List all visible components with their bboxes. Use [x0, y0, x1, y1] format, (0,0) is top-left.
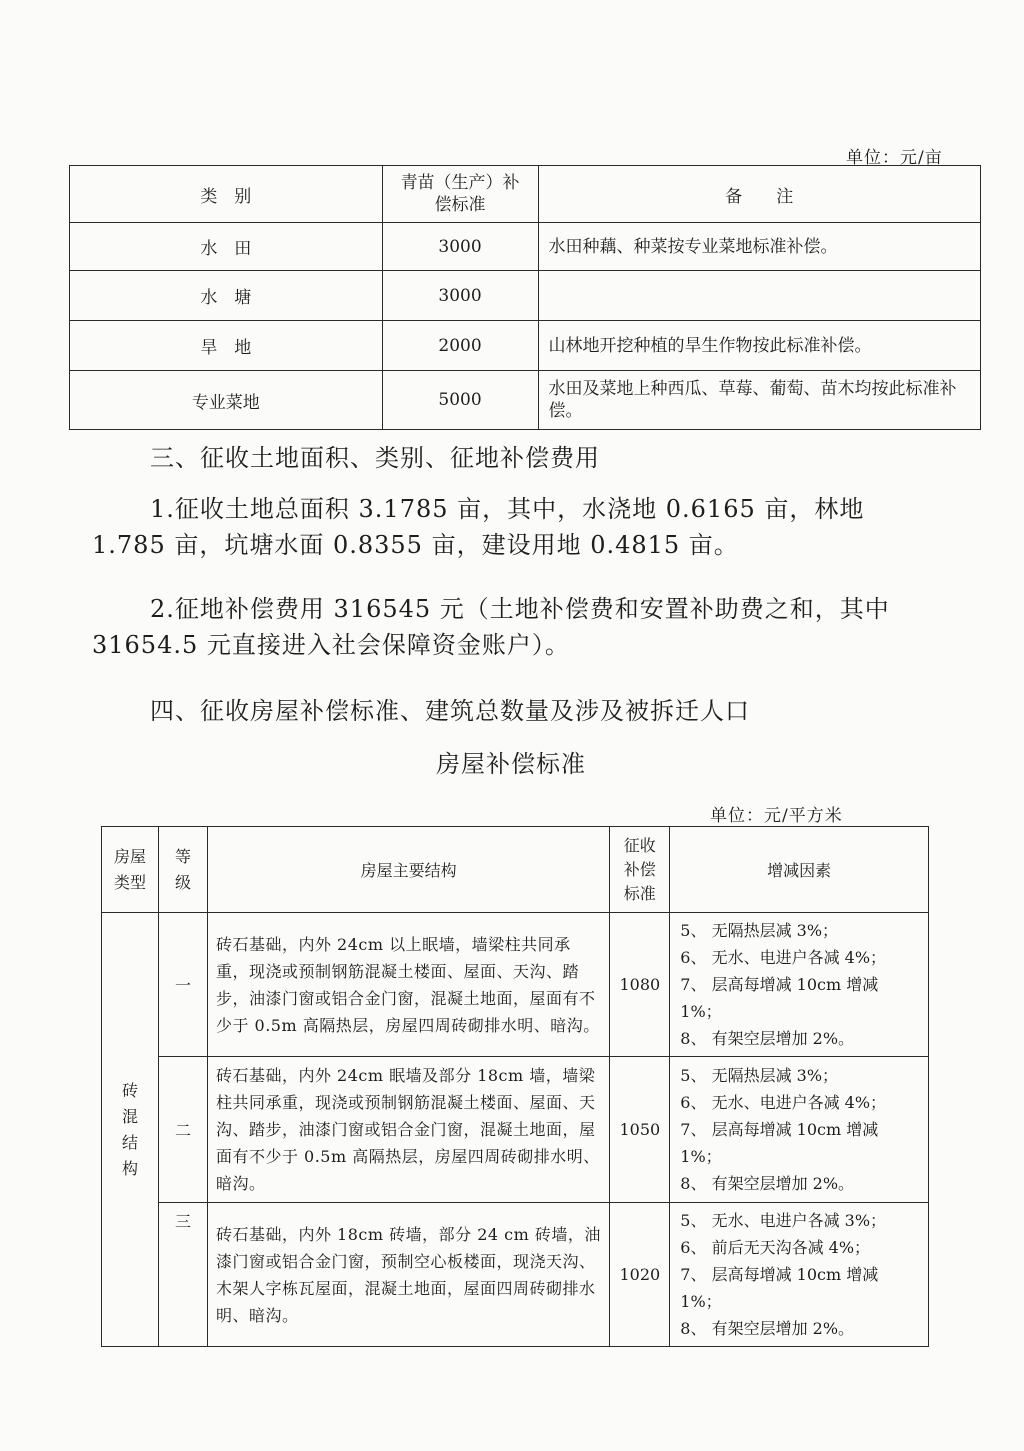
factor-item: 7、 层高每增减 10cm 增减 1%；: [680, 1265, 879, 1311]
crop-note: [538, 271, 981, 321]
house-table-unit: 单位：元/平方米: [710, 806, 843, 826]
factors-cell: [670, 913, 929, 1057]
crop-standard: 5000: [382, 371, 538, 430]
table-row: [70, 321, 981, 371]
header-factors: 增减因素: [670, 827, 929, 913]
house-type-cell: 砖混结构: [102, 913, 159, 1347]
header-grade: 等级: [159, 827, 208, 913]
standard-cell: 1080: [610, 913, 670, 1057]
header-note: 备 注: [538, 166, 981, 223]
table-row: [70, 371, 981, 430]
factor-item: 7、 层高每增减 10cm 增减 1%；: [680, 975, 879, 1021]
structure-cell: 砖石基础，内外 18cm 砖墙，部分 24 cm 砖墙，油漆门窗或铝合金门窗，预制空心板楼面，现浇天沟、木架人字栋瓦屋面，混凝土地面，屋面四周砖砌排水明、暗沟。: [207, 1203, 609, 1347]
section-3-paragraph-1: 1.征收土地总面积 3.1785 亩，其中，水浇地 0.6165 亩，林地 1.785 亩，坑塘水面 0.8355 亩，建设用地 0.4815 亩。: [92, 495, 865, 559]
house-table-title: 房屋补偿标准: [436, 750, 586, 778]
table-row: [102, 1057, 929, 1203]
header-standard: 征收补偿标准: [610, 827, 670, 913]
table-header-row: [102, 827, 929, 913]
header-structure: 房屋主要结构: [207, 827, 609, 913]
section-3-paragraph-2: 2.征地补偿费用 316545 元（土地补偿费和安置补助费之和，其中 31654.5 元直接进入社会保障资金账户）。: [92, 595, 890, 659]
crop-type: 专业菜地: [70, 371, 383, 430]
standard-cell: 1050: [610, 1057, 670, 1203]
header-type: 类 别: [70, 166, 383, 223]
factor-item: 5、 无隔热层减 3%；: [680, 921, 839, 940]
factor-item: 5、 无水、电进户各减 3%；: [680, 1211, 887, 1230]
standard-cell: 1020: [610, 1203, 670, 1347]
table-row: [70, 223, 981, 271]
factors-cell: [670, 1203, 929, 1347]
factor-item: 6、 前后无天沟各减 4%；: [680, 1238, 871, 1257]
factor-item: 6、 无水、电进户各减 4%；: [680, 948, 887, 967]
factor-item: 8、 有架空层增加 2%。: [680, 1029, 855, 1048]
crop-standard: 3000: [382, 223, 538, 271]
factor-item: 8、 有架空层增加 2%。: [680, 1319, 855, 1338]
crop-note: 水田种藕、种菜按专业菜地标准补偿。: [538, 223, 981, 271]
crop-standard: 2000: [382, 321, 538, 371]
factor-item: 6、 无水、电进户各减 4%；: [680, 1093, 887, 1112]
header-house-type: 房屋类型: [102, 827, 159, 913]
table-row: [102, 1203, 929, 1347]
grade-cell: 二: [159, 1057, 208, 1203]
factor-item: 7、 层高每增减 10cm 增减 1%；: [680, 1120, 879, 1166]
crop-type: 水 田: [70, 223, 383, 271]
crop-standard: 3000: [382, 271, 538, 321]
table-header-row: [70, 166, 981, 223]
house-compensation-table: [101, 826, 929, 1347]
section-3-heading: 三、征收土地面积、类别、征地补偿费用: [150, 444, 600, 472]
grade-cell: 一: [159, 913, 208, 1057]
grade-cell: 三: [159, 1203, 208, 1347]
crop-type: 水 塘: [70, 271, 383, 321]
header-standard: 青苗（生产）补偿标准: [382, 166, 538, 223]
structure-cell: 砖石基础，内外 24cm 以上眠墙，墙梁柱共同承重，现浇或预制钢筋混凝土楼面、屋面、天沟、踏步，油漆门窗或铝合金门窗，混凝土地面，屋面有不少于 0.5m 高隔热层，房屋四周砖砌排水明、暗沟。: [207, 913, 609, 1057]
factor-item: 5、 无隔热层减 3%；: [680, 1066, 839, 1085]
factor-item: 8、 有架空层增加 2%。: [680, 1174, 855, 1193]
crop-type: 旱 地: [70, 321, 383, 371]
crop-table-unit: 单位：元/亩: [846, 148, 943, 168]
crop-note: 山林地开挖种植的旱生作物按此标准补偿。: [538, 321, 981, 371]
table-row: [102, 913, 929, 1057]
structure-cell: 砖石基础，内外 24cm 眠墙及部分 18cm 墙，墙梁柱共同承重，现浇或预制钢筋混凝土楼面、屋面、天沟、踏步，油漆门窗或铝合金门窗，混凝土地面，屋面有不少于 0.5m 高隔热层，房屋四周砖砌排水明、暗沟。: [207, 1057, 609, 1203]
factors-cell: [670, 1057, 929, 1203]
crop-compensation-table: [69, 165, 981, 430]
section-4-heading: 四、征收房屋补偿标准、建筑总数量及涉及被拆迁人口: [150, 697, 750, 725]
crop-note: 水田及菜地上种西瓜、草莓、葡萄、苗木均按此标准补偿。: [538, 371, 981, 430]
table-row: [70, 271, 981, 321]
